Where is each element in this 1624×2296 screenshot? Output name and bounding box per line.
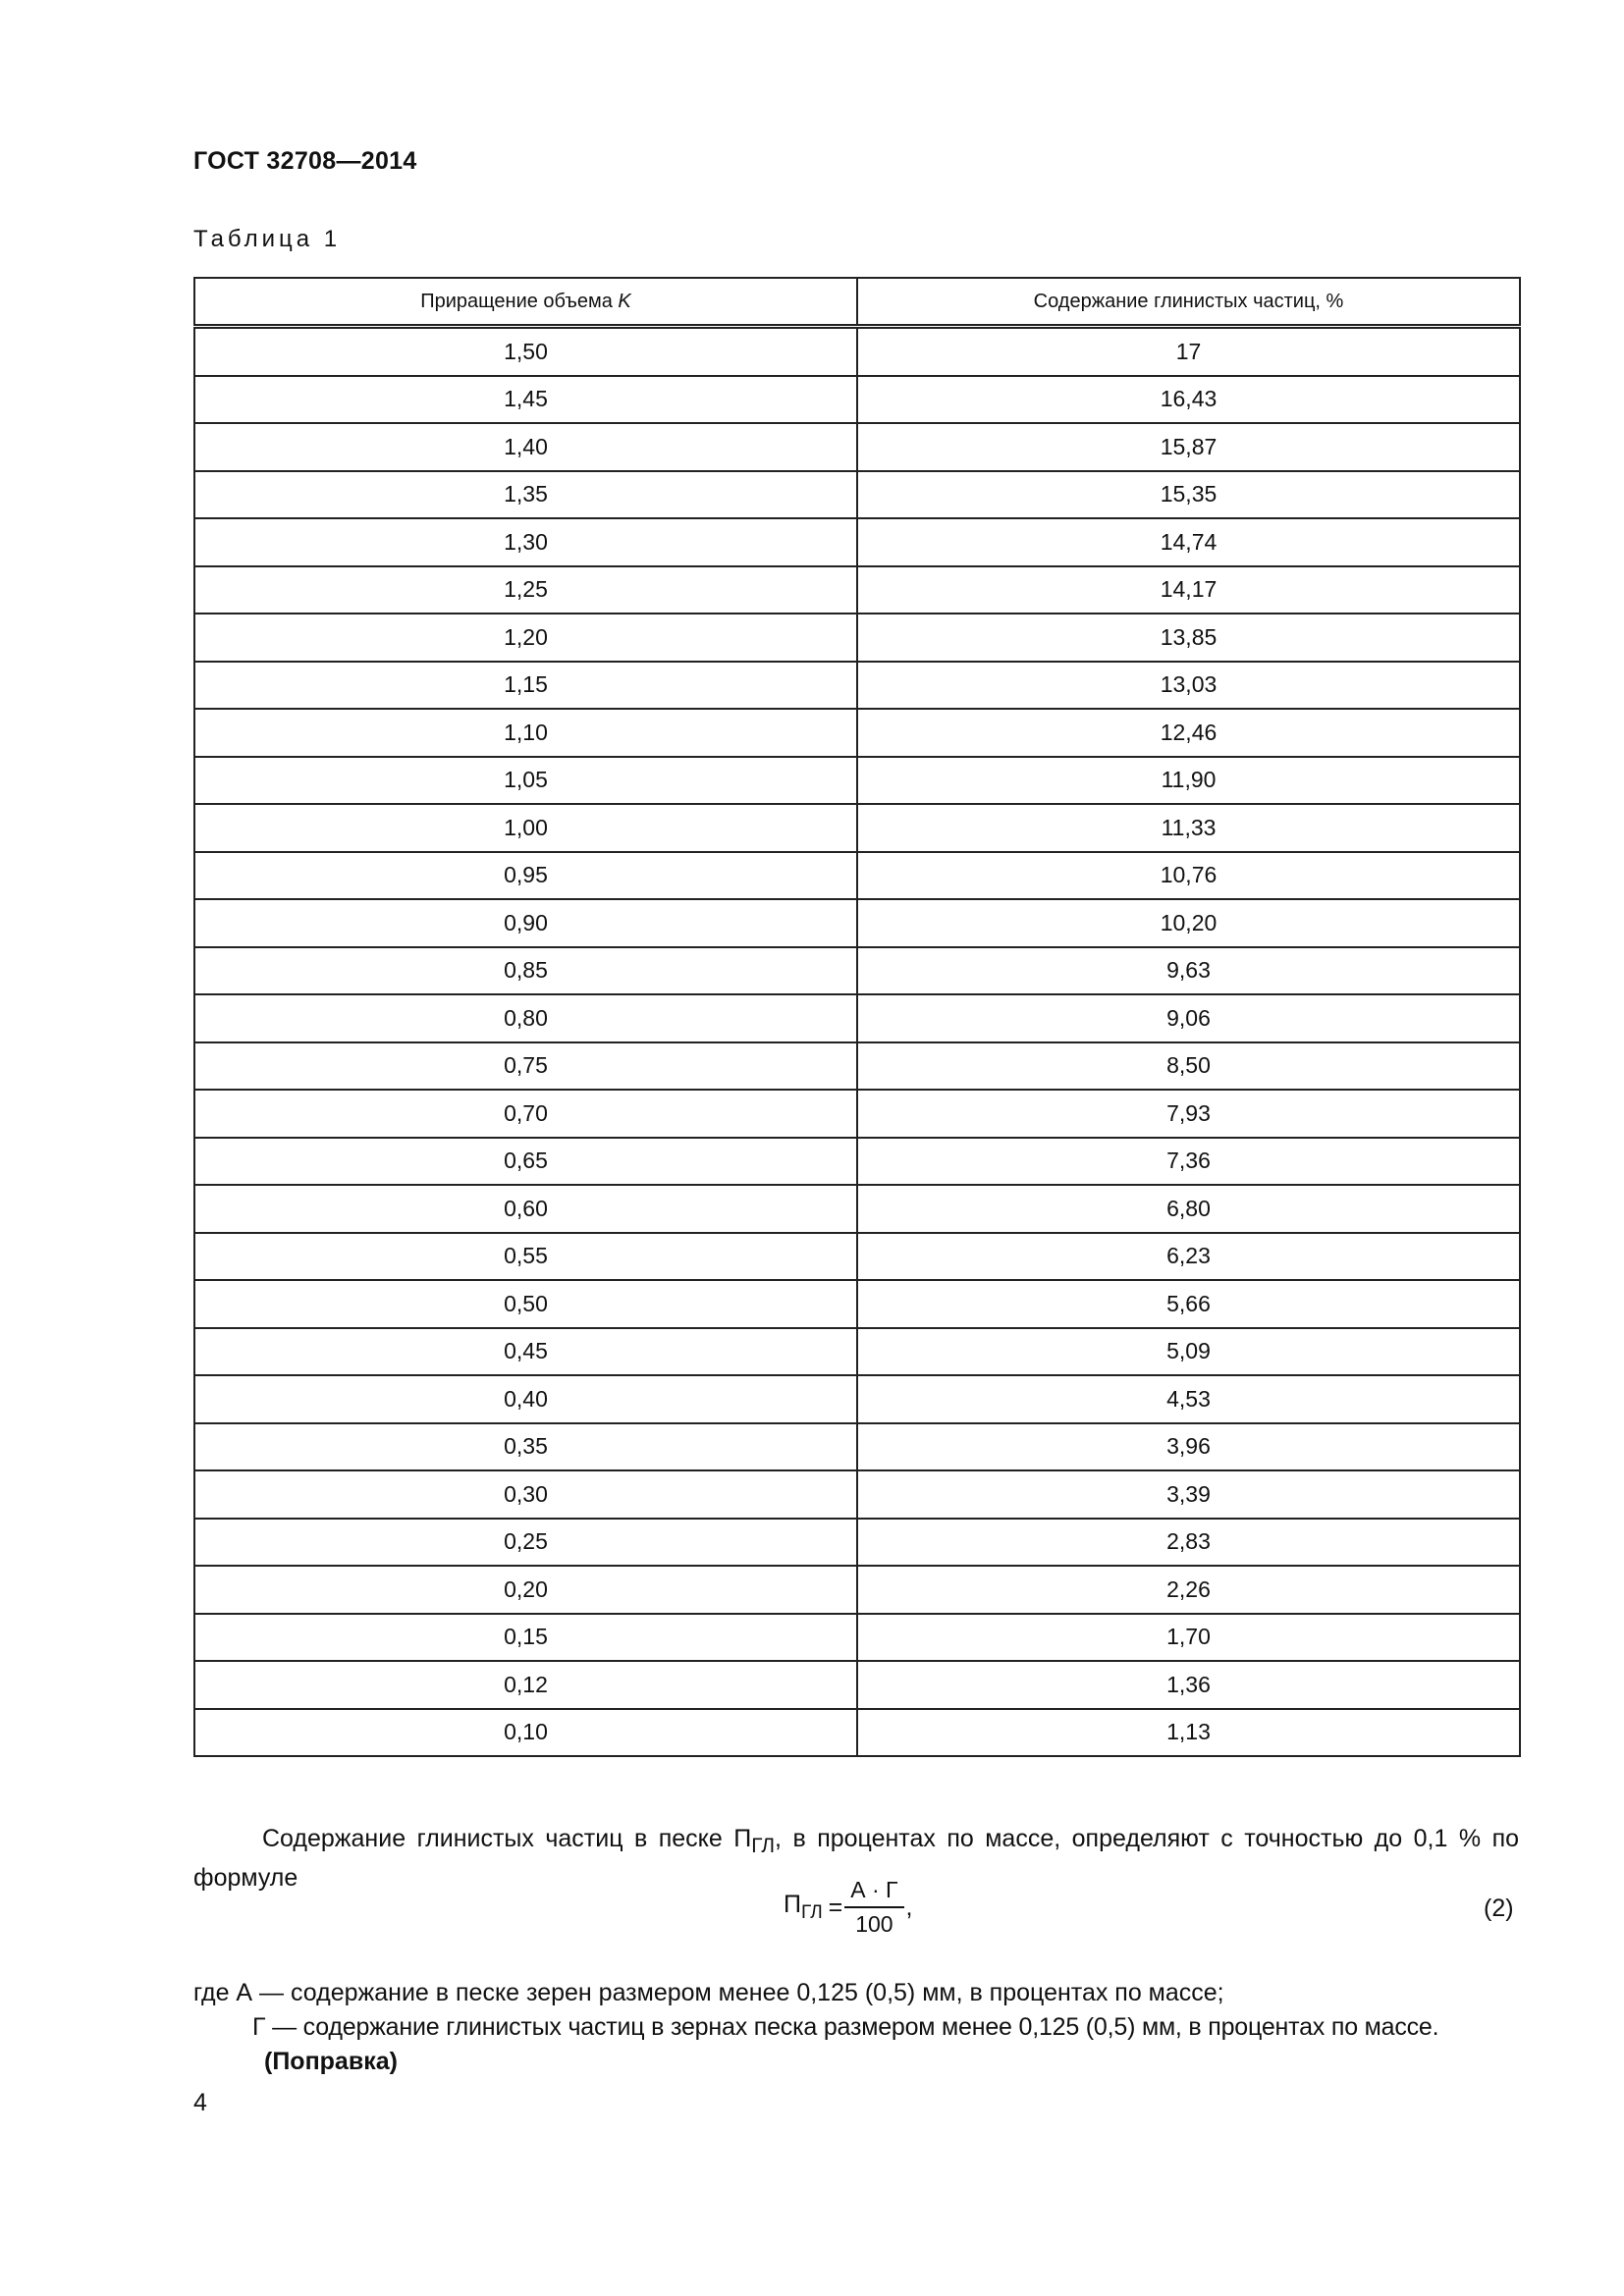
- table-row: [194, 1042, 1520, 1091]
- cell-clay-content: 1,70: [857, 1614, 1520, 1662]
- cell-volume-increment: 0,65: [194, 1138, 857, 1186]
- equation-number: (2): [1484, 1895, 1514, 1922]
- cell-volume-increment: 0,15: [194, 1614, 857, 1662]
- cell-clay-content: 7,36: [857, 1138, 1520, 1186]
- table-row: [194, 566, 1520, 614]
- formula: [784, 1877, 912, 1938]
- table-row: [194, 852, 1520, 900]
- formula-fraction: [844, 1877, 903, 1938]
- formula-trailing-comma: ,: [905, 1893, 913, 1921]
- cell-clay-content: 9,06: [857, 994, 1520, 1042]
- where-line-2: Г — содержание глинистых частиц в зернах песка размером менее 0,125 (0,5) мм, в процентах по массе.: [252, 2013, 1439, 2041]
- column-header-volume-text: Приращение объема: [420, 290, 619, 312]
- cell-volume-increment: 1,25: [194, 566, 857, 614]
- cell-clay-content: 8,50: [857, 1042, 1520, 1091]
- cell-volume-increment: 0,90: [194, 899, 857, 947]
- cell-clay-content: 11,33: [857, 804, 1520, 852]
- cell-volume-increment: 0,10: [194, 1709, 857, 1757]
- cell-clay-content: 6,80: [857, 1185, 1520, 1233]
- cell-clay-content: 15,35: [857, 471, 1520, 519]
- table-row: [194, 804, 1520, 852]
- cell-clay-content: 9,63: [857, 947, 1520, 995]
- table-row: [194, 709, 1520, 757]
- paragraph-text-2: , в процентах по массе, определяют с точностью до 0,1 % по формуле: [193, 1825, 1520, 1892]
- table-row: [194, 662, 1520, 710]
- table-row: [194, 423, 1520, 471]
- formula-lhs-sub: ГЛ: [800, 1902, 823, 1923]
- cell-volume-increment: 1,00: [194, 804, 857, 852]
- cell-volume-increment: 0,40: [194, 1375, 857, 1423]
- cell-volume-increment: 1,45: [194, 376, 857, 424]
- cell-clay-content: 3,96: [857, 1423, 1520, 1471]
- table-row: [194, 1090, 1520, 1138]
- table-row: [194, 1138, 1520, 1186]
- table-row: [194, 1709, 1520, 1757]
- cell-clay-content: 14,17: [857, 566, 1520, 614]
- cell-volume-increment: 0,35: [194, 1423, 857, 1471]
- table-row: [194, 518, 1520, 566]
- cell-clay-content: 17: [857, 327, 1520, 376]
- table-row: [194, 947, 1520, 995]
- table-row: [194, 1233, 1520, 1281]
- where-line-1: где А — содержание в песке зерен размером менее 0,125 (0,5) мм, в процентах по массе;: [193, 1979, 1224, 2006]
- column-header-volume-var: K: [618, 290, 631, 312]
- table-row: [194, 757, 1520, 805]
- table-row: [194, 327, 1520, 376]
- cell-clay-content: 6,23: [857, 1233, 1520, 1281]
- table-row: [194, 1470, 1520, 1519]
- cell-clay-content: 12,46: [857, 709, 1520, 757]
- formula-denominator: 100: [855, 1911, 893, 1937]
- cell-clay-content: 15,87: [857, 423, 1520, 471]
- cell-clay-content: 13,03: [857, 662, 1520, 710]
- cell-volume-increment: 1,10: [194, 709, 857, 757]
- table-header-row: [194, 278, 1520, 327]
- table-caption: Таблица 1: [193, 226, 342, 252]
- cell-clay-content: 5,66: [857, 1280, 1520, 1328]
- table-row: [194, 614, 1520, 662]
- cell-clay-content: 10,20: [857, 899, 1520, 947]
- cell-volume-increment: 1,35: [194, 471, 857, 519]
- cell-clay-content: 1,36: [857, 1661, 1520, 1709]
- cell-volume-increment: 0,70: [194, 1090, 857, 1138]
- table-row: [194, 994, 1520, 1042]
- table-row: [194, 899, 1520, 947]
- paragraph-text-1: Содержание глинистых частиц в песке П: [262, 1825, 752, 1852]
- cell-volume-increment: 0,25: [194, 1519, 857, 1567]
- cell-volume-increment: 1,50: [194, 327, 857, 376]
- cell-volume-increment: 0,55: [194, 1233, 857, 1281]
- cell-volume-increment: 0,95: [194, 852, 857, 900]
- cell-clay-content: 1,13: [857, 1709, 1520, 1757]
- cell-clay-content: 7,93: [857, 1090, 1520, 1138]
- cell-clay-content: 5,09: [857, 1328, 1520, 1376]
- cell-volume-increment: 1,15: [194, 662, 857, 710]
- formula-lhs-symbol: П: [784, 1891, 801, 1918]
- cell-volume-increment: 0,30: [194, 1470, 857, 1519]
- data-table: [193, 277, 1521, 1757]
- cell-clay-content: 11,90: [857, 757, 1520, 805]
- cell-volume-increment: 1,20: [194, 614, 857, 662]
- table-row: [194, 1661, 1520, 1709]
- table-row: [194, 471, 1520, 519]
- paragraph-subscript: ГЛ: [751, 1835, 776, 1857]
- table-body: [194, 327, 1520, 1757]
- column-header-clay: Содержание глинистых частиц, %: [857, 278, 1520, 327]
- table-row: [194, 1423, 1520, 1471]
- table-row: [194, 1614, 1520, 1662]
- cell-clay-content: 2,26: [857, 1566, 1520, 1614]
- table-row: [194, 1328, 1520, 1376]
- amendment-note: (Поправка): [264, 2048, 398, 2075]
- cell-volume-increment: 0,45: [194, 1328, 857, 1376]
- cell-clay-content: 14,74: [857, 518, 1520, 566]
- table-row: [194, 1375, 1520, 1423]
- cell-volume-increment: 0,12: [194, 1661, 857, 1709]
- cell-volume-increment: 1,40: [194, 423, 857, 471]
- formula-numerator: А · Г: [844, 1877, 903, 1908]
- cell-volume-increment: 0,60: [194, 1185, 857, 1233]
- column-header-volume: [194, 278, 857, 327]
- cell-clay-content: 4,53: [857, 1375, 1520, 1423]
- table-row: [194, 376, 1520, 424]
- cell-clay-content: 16,43: [857, 376, 1520, 424]
- where-block: [193, 1976, 1529, 2079]
- cell-volume-increment: 0,50: [194, 1280, 857, 1328]
- cell-volume-increment: 1,30: [194, 518, 857, 566]
- formula-equals: =: [828, 1893, 843, 1921]
- cell-volume-increment: 0,75: [194, 1042, 857, 1091]
- table-row: [194, 1519, 1520, 1567]
- cell-volume-increment: 1,05: [194, 757, 857, 805]
- table-row: [194, 1185, 1520, 1233]
- page-number: 4: [193, 2089, 207, 2116]
- table-row: [194, 1280, 1520, 1328]
- cell-clay-content: 2,83: [857, 1519, 1520, 1567]
- cell-clay-content: 10,76: [857, 852, 1520, 900]
- cell-clay-content: 3,39: [857, 1470, 1520, 1519]
- cell-volume-increment: 0,85: [194, 947, 857, 995]
- cell-volume-increment: 0,80: [194, 994, 857, 1042]
- cell-volume-increment: 0,20: [194, 1566, 857, 1614]
- formula-lhs: [784, 1891, 823, 1924]
- cell-clay-content: 13,85: [857, 614, 1520, 662]
- table-row: [194, 1566, 1520, 1614]
- document-header: ГОСТ 32708—2014: [193, 147, 417, 175]
